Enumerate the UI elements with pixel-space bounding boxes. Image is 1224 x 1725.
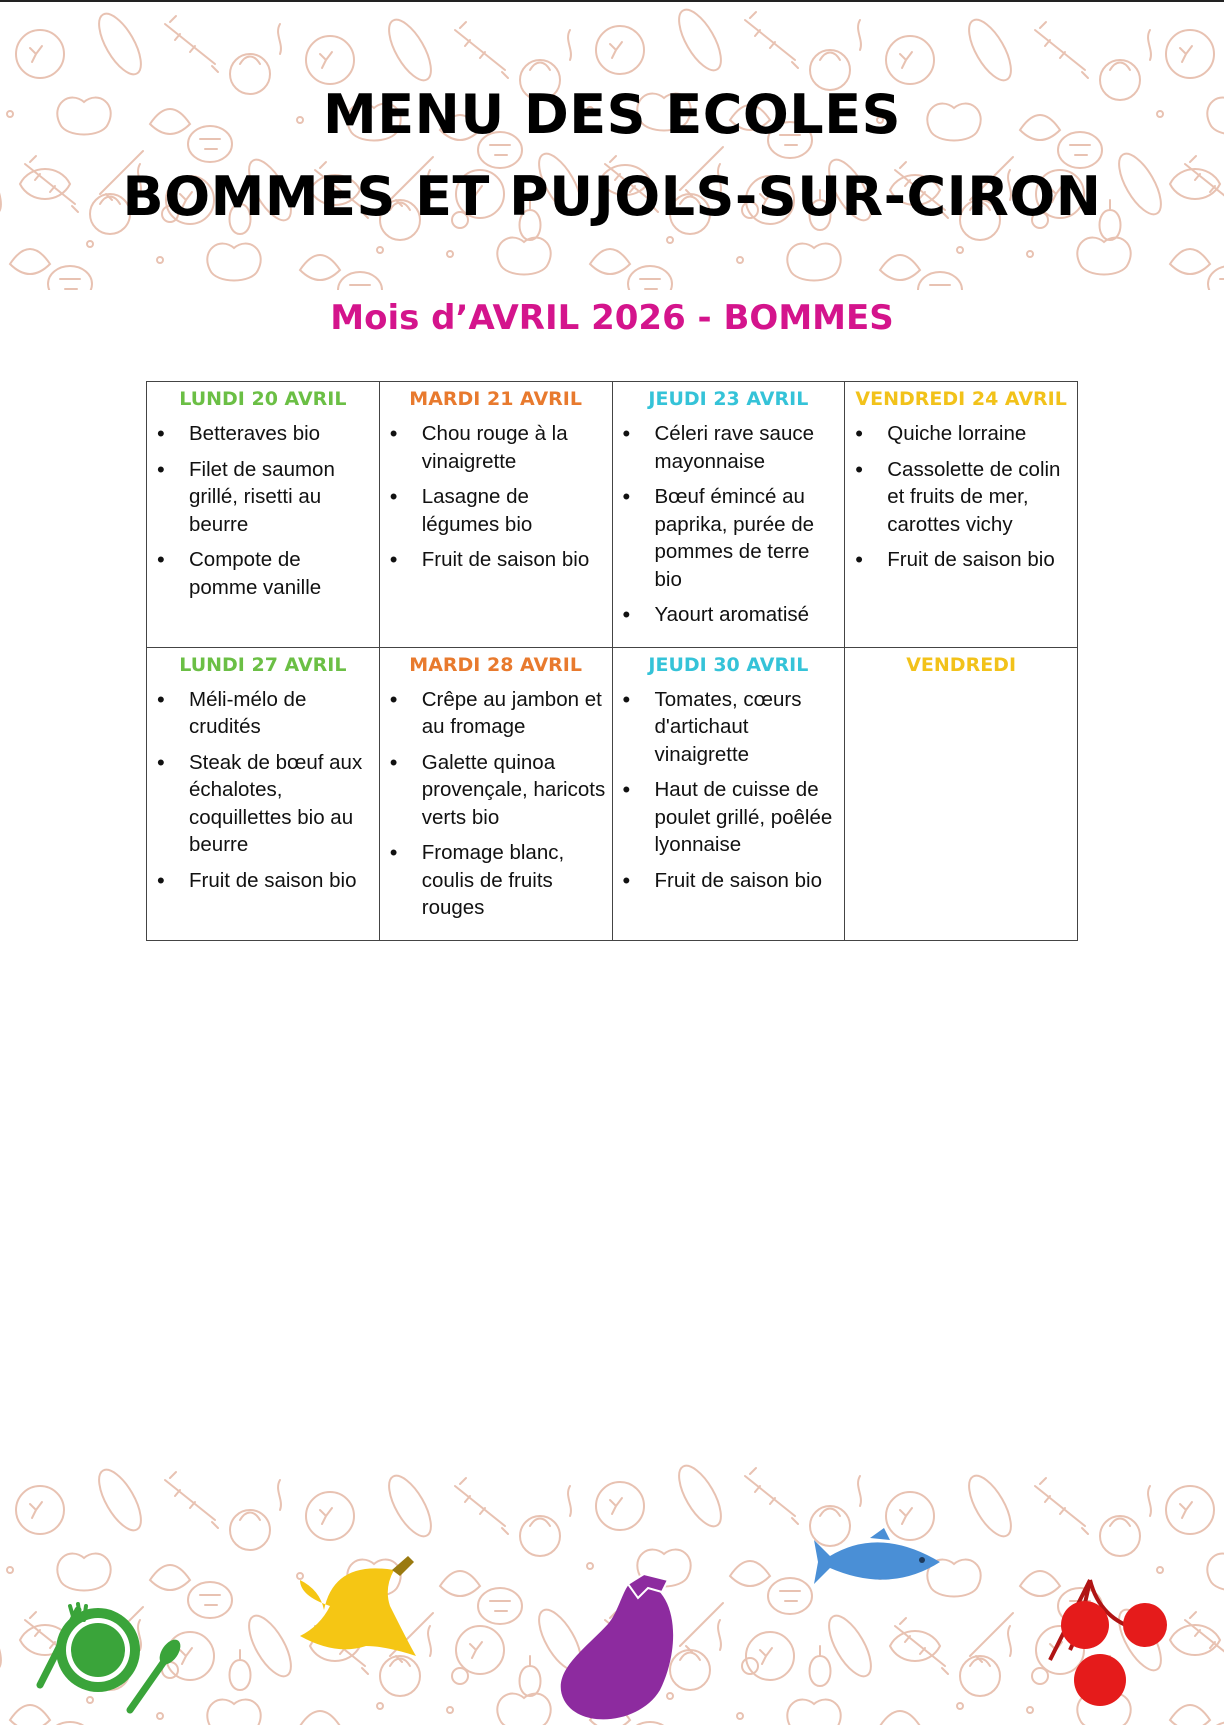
dish-list <box>619 420 839 629</box>
dish-item: • Chou rouge à la vinaigrette <box>386 420 606 475</box>
day-header: MARDI 28 AVRIL <box>409 653 582 676</box>
menu-day-cell <box>612 647 845 940</box>
menu-week-row <box>147 382 1078 648</box>
dish-list <box>619 686 839 895</box>
dish-list <box>386 686 606 922</box>
day-header: LUNDI 20 AVRIL <box>179 388 347 410</box>
menu-week-row <box>147 647 1078 940</box>
menu-day-cell <box>147 382 380 648</box>
month-subtitle: Mois d’AVRIL 2026 - BOMMES <box>330 298 894 338</box>
top-border <box>0 0 1224 2</box>
dish-item: • Compote de pomme vanille <box>153 546 373 601</box>
dish-item: • Filet de saumon grillé, risetti au beurre <box>153 456 373 539</box>
dish-list <box>153 686 373 895</box>
banana-icon <box>300 1556 416 1656</box>
dish-item: • Méli-mélo de crudités <box>153 686 373 741</box>
menu-day-cell <box>147 647 380 940</box>
dish-item: • Haut de cuisse de poulet grillé, poêlée lyonnaise <box>619 776 839 859</box>
day-header: VENDREDI 24 AVRIL <box>855 388 1067 410</box>
dish-item: • Betteraves bio <box>153 420 373 448</box>
dish-item: • Céleri rave sauce mayonnaise <box>619 420 839 475</box>
day-header: LUNDI 27 AVRIL <box>179 653 347 676</box>
dish-item: • Crêpe au jambon et au fromage <box>386 686 606 741</box>
dish-item: • Fromage blanc, coulis de fruits rouges <box>386 839 606 922</box>
dish-list <box>153 420 373 601</box>
dish-item: • Yaourt aromatisé <box>619 601 839 629</box>
cherries-icon <box>1050 1580 1167 1706</box>
dish-item: • Lasagne de légumes bio <box>386 483 606 538</box>
dish-list <box>851 420 1071 574</box>
dish-item: • Quiche lorraine <box>851 420 1071 448</box>
dish-item: • Galette quinoa provençale, haricots verts bio <box>386 749 606 832</box>
vegetable-pattern-bottom <box>0 1460 1224 1725</box>
dish-item: • Fruit de saison bio <box>851 546 1071 574</box>
dish-item: • Fruit de saison bio <box>619 867 839 895</box>
day-header: JEUDI 30 AVRIL <box>648 653 809 676</box>
dish-item: • Bœuf émincé au paprika, purée de pommes de terre bio <box>619 483 839 593</box>
page-title-line1: MENU DES ECOLES <box>323 83 901 146</box>
menu-table <box>146 381 1078 941</box>
page-title-line2: BOMMES ET PUJOLS-SUR-CIRON <box>122 165 1102 228</box>
menu-day-cell <box>379 647 612 940</box>
dish-item: • Fruit de saison bio <box>153 867 373 895</box>
menu-day-cell <box>612 382 845 648</box>
day-header: MARDI 21 AVRIL <box>409 388 582 410</box>
dish-item: • Steak de bœuf aux échalotes, coquillettes bio au beurre <box>153 749 373 859</box>
menu-day-cell <box>379 382 612 648</box>
dish-list <box>386 420 606 574</box>
dish-item: • Tomates, cœurs d'artichaut vinaigrette <box>619 686 839 769</box>
menu-day-cell <box>845 382 1078 648</box>
day-header: VENDREDI <box>906 653 1017 676</box>
dish-item: • Fruit de saison bio <box>386 546 606 574</box>
menu-day-cell <box>845 647 1078 940</box>
day-header: JEUDI 23 AVRIL <box>648 388 809 410</box>
title-block <box>0 74 1224 238</box>
plate-cutlery-icon <box>40 1604 185 1710</box>
dish-item: • Cassolette de colin et fruits de mer, carottes vichy <box>851 456 1071 539</box>
